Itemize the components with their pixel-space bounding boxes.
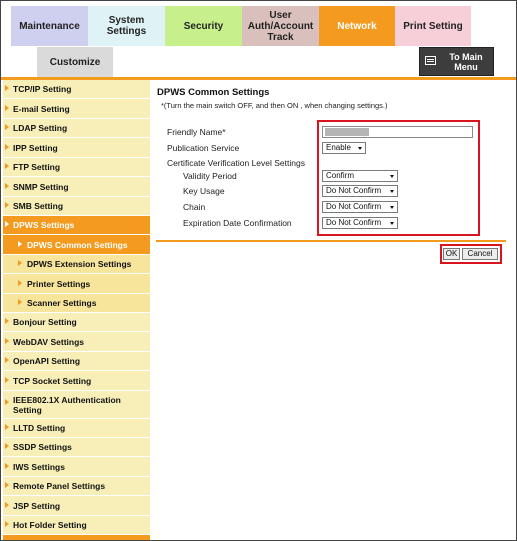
sidebar-item-label: DPWS Extension Settings bbox=[27, 259, 132, 269]
chain-label: Chain bbox=[183, 202, 206, 212]
arrow-icon bbox=[5, 424, 9, 430]
tab-customize[interactable] bbox=[37, 47, 113, 77]
friendly-name-label: Friendly Name* bbox=[167, 127, 226, 137]
arrow-icon bbox=[5, 463, 9, 469]
sidebar-item-label: LDAP Setting bbox=[13, 123, 68, 133]
chain-select[interactable] bbox=[322, 201, 398, 213]
sidebar-item-label: TCP/IP Setting bbox=[13, 84, 72, 94]
key-usage-select[interactable] bbox=[322, 185, 398, 197]
tab-print-setting[interactable] bbox=[395, 6, 471, 46]
sidebar-item-printer-settings[interactable] bbox=[3, 274, 150, 294]
arrow-icon bbox=[5, 163, 9, 169]
sidebar-item-label: E-mail Setting bbox=[13, 104, 70, 114]
sidebar-item-email[interactable] bbox=[3, 99, 150, 119]
sidebar-item-openapi[interactable] bbox=[3, 352, 150, 371]
sidebar-item-label: IWS Settings bbox=[13, 462, 65, 472]
arrow-icon bbox=[5, 377, 9, 383]
arrow-icon bbox=[5, 443, 9, 449]
publication-service-value: Enable bbox=[326, 143, 351, 152]
friendly-name-redacted-value bbox=[325, 128, 369, 136]
sidebar-item-label: IEEE802.1X Authentication Setting bbox=[13, 395, 121, 415]
sidebar-item-ssdp[interactable] bbox=[3, 438, 150, 457]
tab-maintenance[interactable] bbox=[11, 6, 88, 46]
sidebar-item-tcp-socket[interactable] bbox=[3, 371, 150, 391]
publication-service-select[interactable] bbox=[322, 142, 366, 154]
tab-print-setting-label: Print Setting bbox=[403, 20, 463, 32]
sidebar-item-ldap[interactable] bbox=[3, 119, 150, 138]
sidebar-item-label: Remote Panel Settings bbox=[13, 481, 106, 491]
sidebar-item-label: OpenAPI Setting bbox=[13, 356, 81, 366]
sidebar-item-remote-panel[interactable] bbox=[3, 477, 150, 496]
sidebar-item-label: WebDAV Settings bbox=[13, 337, 84, 347]
to-main-menu-line1: To Main bbox=[449, 52, 483, 62]
sidebar-item-lltd[interactable] bbox=[3, 419, 150, 438]
sidebar-bottom-bar bbox=[3, 535, 150, 540]
tab-network[interactable] bbox=[319, 6, 395, 46]
sidebar-item-label: Scanner Settings bbox=[27, 298, 97, 308]
sidebar-item-iws[interactable] bbox=[3, 457, 150, 477]
ok-button[interactable]: OK bbox=[443, 248, 460, 260]
dropdown-caret-icon bbox=[390, 190, 394, 193]
sidebar-item-label: Hot Folder Setting bbox=[13, 520, 87, 530]
arrow-icon bbox=[5, 85, 9, 91]
tab-user-auth-line2: Auth/Account bbox=[247, 20, 314, 32]
sidebar-item-dpws-common[interactable] bbox=[3, 235, 150, 255]
sidebar-item-label: DPWS Common Settings bbox=[27, 240, 128, 250]
key-usage-value: Do Not Confirm bbox=[326, 186, 382, 195]
arrow-icon bbox=[18, 299, 22, 305]
validity-period-label: Validity Period bbox=[183, 171, 237, 181]
sidebar-item-label: IPP Setting bbox=[13, 143, 58, 153]
tab-maintenance-label: Maintenance bbox=[19, 20, 80, 32]
arrow-icon bbox=[5, 124, 9, 130]
tab-user-auth[interactable] bbox=[242, 6, 319, 46]
tab-user-auth-line3: Track bbox=[267, 31, 294, 43]
tab-system-settings[interactable] bbox=[88, 6, 165, 46]
arrow-icon bbox=[5, 183, 9, 189]
to-main-menu-button[interactable] bbox=[419, 47, 494, 76]
arrow-icon bbox=[5, 521, 9, 527]
sidebar-item-jsp[interactable] bbox=[3, 496, 150, 516]
chain-value: Do Not Confirm bbox=[326, 202, 382, 211]
validity-period-value: Confirm bbox=[326, 171, 355, 180]
arrow-icon bbox=[5, 105, 9, 111]
arrow-icon bbox=[5, 318, 9, 324]
sidebar-item-ieee8021x[interactable] bbox=[3, 391, 150, 419]
sidebar-item-dpws[interactable] bbox=[3, 216, 150, 235]
arrow-icon bbox=[18, 260, 22, 266]
arrow-icon bbox=[5, 221, 9, 227]
key-usage-label: Key Usage bbox=[183, 186, 225, 196]
sidebar-item-dpws-extension[interactable] bbox=[3, 255, 150, 274]
sidebar-item-tcpip[interactable] bbox=[3, 80, 150, 99]
sidebar-item-label: SMB Setting bbox=[13, 201, 64, 211]
dropdown-caret-icon bbox=[390, 206, 394, 209]
sidebar-item-label: Printer Settings bbox=[27, 279, 91, 289]
tab-system-settings-label: System Settings bbox=[106, 15, 147, 37]
sidebar-item-ipp[interactable] bbox=[3, 138, 150, 158]
tab-user-auth-label bbox=[248, 10, 314, 43]
to-main-menu-label bbox=[440, 52, 492, 72]
restart-note: *(Turn the main switch OFF, and then ON , when changing settings.) bbox=[161, 101, 388, 110]
sidebar-item-label: SSDP Settings bbox=[13, 442, 72, 452]
arrow-icon bbox=[5, 357, 9, 363]
arrow-icon bbox=[5, 338, 9, 344]
arrow-icon bbox=[5, 482, 9, 488]
tab-customize-label: Customize bbox=[49, 56, 101, 68]
sidebar-item-label: FTP Setting bbox=[13, 162, 61, 172]
arrow-icon bbox=[18, 241, 22, 247]
publication-service-label: Publication Service bbox=[167, 143, 240, 153]
expiration-label: Expiration Date Confirmation bbox=[183, 218, 292, 228]
arrow-icon bbox=[5, 502, 9, 508]
tab-user-auth-line1: User bbox=[269, 9, 292, 21]
sidebar-item-label: LLTD Setting bbox=[13, 423, 66, 433]
sidebar-item-ftp[interactable] bbox=[3, 158, 150, 177]
expiration-select[interactable] bbox=[322, 217, 398, 229]
expiration-value: Do Not Confirm bbox=[326, 218, 382, 227]
tab-security-label: Security bbox=[183, 20, 224, 32]
sidebar-item-hot-folder[interactable] bbox=[3, 516, 150, 535]
main-menu-icon bbox=[425, 56, 436, 65]
sidebar-item-scanner-settings[interactable] bbox=[3, 294, 150, 313]
sidebar bbox=[3, 80, 150, 540]
tab-network-label: Network bbox=[337, 20, 377, 32]
tab-security[interactable] bbox=[165, 6, 242, 46]
sidebar-item-label: DPWS Settings bbox=[13, 220, 75, 230]
arrow-icon bbox=[5, 399, 9, 405]
sidebar-item-webdav[interactable] bbox=[3, 332, 150, 352]
cert-level-label: Certificate Verification Level Settings bbox=[167, 158, 305, 168]
sidebar-item-snmp[interactable] bbox=[3, 177, 150, 197]
validity-period-select[interactable] bbox=[322, 170, 398, 182]
sidebar-item-label: Bonjour Setting bbox=[13, 317, 77, 327]
sidebar-item-bonjour[interactable] bbox=[3, 313, 150, 332]
friendly-name-input[interactable] bbox=[322, 126, 473, 138]
dropdown-caret-icon bbox=[358, 147, 362, 150]
cancel-button[interactable]: Cancel bbox=[462, 248, 498, 260]
sidebar-item-label: TCP Socket Setting bbox=[13, 376, 92, 386]
sidebar-item-label: JSP Setting bbox=[13, 501, 61, 511]
arrow-icon bbox=[5, 202, 9, 208]
to-main-menu-line2: Menu bbox=[454, 62, 478, 72]
arrow-icon bbox=[18, 280, 22, 286]
arrow-icon bbox=[5, 144, 9, 150]
dropdown-caret-icon bbox=[390, 222, 394, 225]
dropdown-caret-icon bbox=[390, 175, 394, 178]
form-divider bbox=[156, 240, 506, 242]
sidebar-item-smb[interactable] bbox=[3, 197, 150, 216]
sidebar-item-label: SNMP Setting bbox=[13, 182, 69, 192]
page-title: DPWS Common Settings bbox=[157, 87, 270, 98]
